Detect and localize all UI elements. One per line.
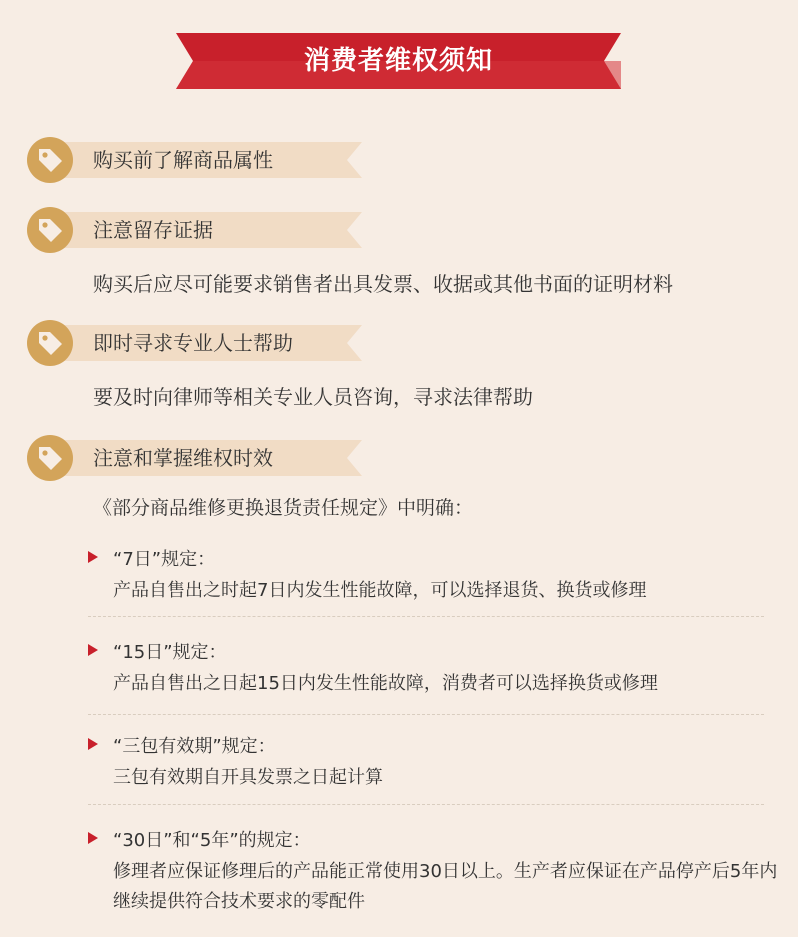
section-heading-2 <box>27 207 367 253</box>
section-heading-label: 注意留存证据 <box>93 218 213 242</box>
tag-icon <box>27 435 73 481</box>
rule-body: 产品自售出之时起7日内发生性能故障，可以选择退货、换货或修理 <box>113 580 647 601</box>
section-heading-label: 购买前了解商品属性 <box>93 148 273 172</box>
triangle-right-icon <box>88 738 98 750</box>
section-text-3: 要及时向律师等相关专业人员咨询，寻求法律帮助 <box>93 385 533 409</box>
section-heading-4 <box>27 435 367 481</box>
page-title: 消费者维权须知 <box>303 46 493 76</box>
tag-icon <box>27 320 73 366</box>
dashed-divider <box>88 616 764 617</box>
rule-title: “30日”和“5年”的规定： <box>113 830 311 851</box>
section-text-4: 《部分商品维修更换退货责任规定》中明确： <box>93 497 474 519</box>
section-text-2: 购买后应尽可能要求销售者出具发票、收据或其他书面的证明材料 <box>93 272 673 296</box>
rule-body: 修理者应保证修理后的产品能正常使用30日以上。生产者应保证在产品停产后5年内继续提供符合技术要求的零配件 <box>113 861 778 912</box>
rule-body: 三包有效期自开具发票之日起计算 <box>113 767 383 788</box>
tag-icon <box>27 137 73 183</box>
title-banner <box>176 33 621 89</box>
rule-title: “15日”规定： <box>113 642 227 663</box>
rule-title: “三包有效期”规定： <box>113 736 276 757</box>
section-heading-3 <box>27 320 367 366</box>
section-heading-label: 注意和掌握维权时效 <box>93 446 273 470</box>
dashed-divider <box>88 714 764 715</box>
section-heading-1 <box>27 137 367 183</box>
triangle-right-icon <box>88 551 98 563</box>
triangle-right-icon <box>88 644 98 656</box>
rule-body: 产品自售出之日起15日内发生性能故障，消费者可以选择换货或修理 <box>113 673 658 694</box>
rule-title: “7日”规定： <box>113 549 216 570</box>
dashed-divider <box>88 804 764 805</box>
triangle-right-icon <box>88 832 98 844</box>
section-heading-label: 即时寻求专业人士帮助 <box>93 331 293 355</box>
tag-icon <box>27 207 73 253</box>
